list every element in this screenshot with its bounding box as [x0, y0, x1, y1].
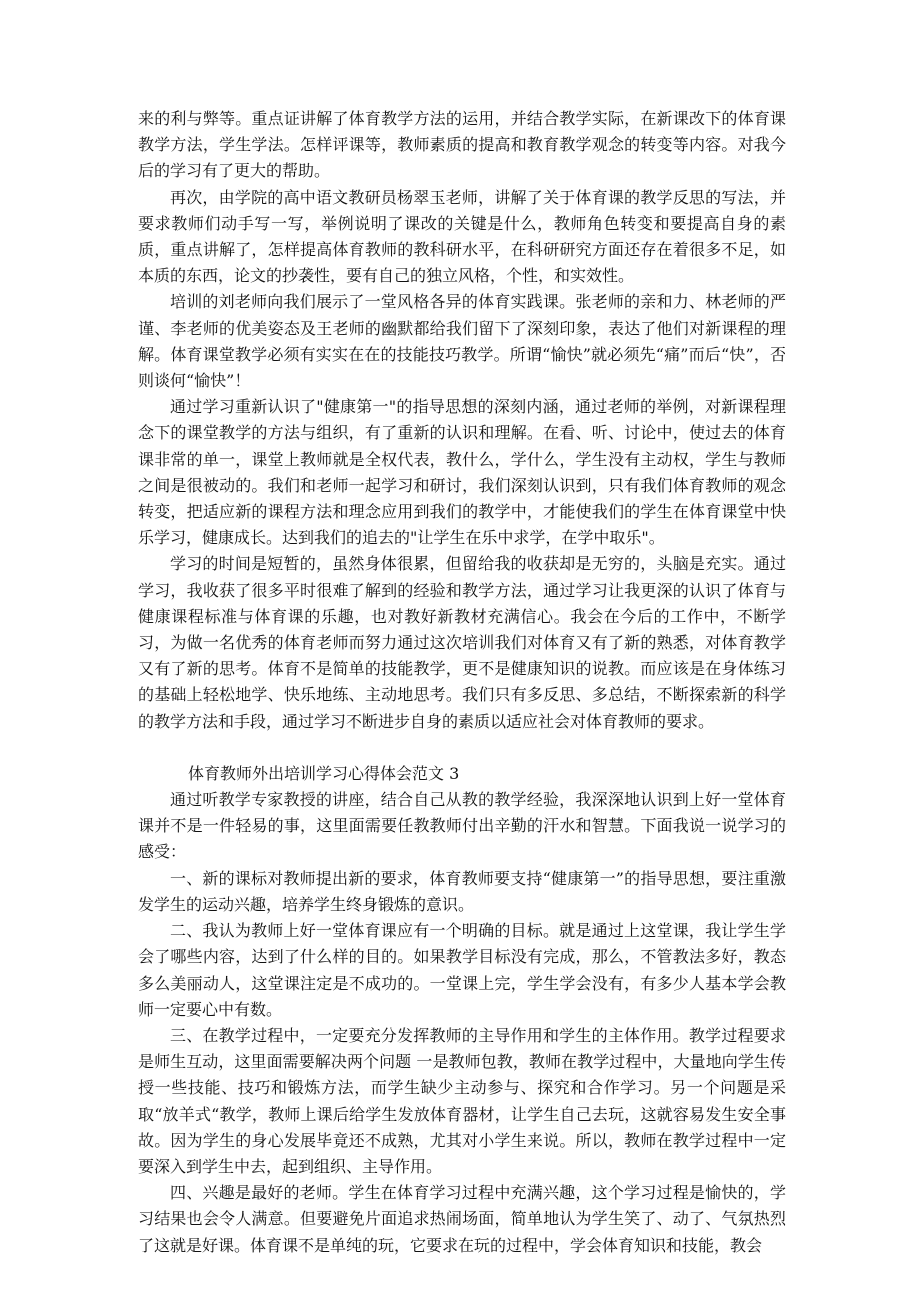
paragraph-3: 培训的刘老师向我们展示了一堂风格各异的体育实践课。张老师的亲和力、林老师的严谨、李老师的优美姿态及王老师的幽默都给我们留下了深刻印象，表达了他们对新课程的理解。体育课堂教学必须有实实在在的技能技巧教学。所谓“愉快”就必须先“痛”而后“快”，否则谈何“愉快”！ [138, 292, 786, 391]
paragraph-4: 通过学习重新认识了"健康第一"的指导思想的深刻内涵，通过老师的举例，对新课程理念下的课堂教学的方法与组织，有了重新的认识和理解。在看、听、讨论中，使过去的体育课非常的单一，课堂上教师就是全权代表，教什么，学什么，学生没有主动权，学生与教师之间是很被动的。我们和老师一起学习和研讨，我们深刻认识到，只有我们体育教师的观念转变，把适应新的课程方法和理念应用到我们的教学中，才能使我们的学生在体育课堂中快乐学习，健康成长。达到我们的追去的"让学生在乐中求学，在学中取乐"。 [138, 397, 786, 548]
section-title: 体育教师外出培训学习心得体会范文 3 [188, 763, 460, 783]
paragraph-1: 来的利与弊等。重点证讲解了体育教学方法的运用，并结合教学实际，在新课改下的体育课教学方法，学生学法。怎样评课等，教师素质的提高和教育教学观念的转变等内容。对我今后的学习有了更大的帮助。 [138, 109, 786, 181]
document-body [138, 106, 786, 1259]
paragraph-9: 三、在教学过程中，一定要充分发挥教师的主导作用和学生的主体作用。教学过程要求是师生互动，这里面需要解决两个问题 一是教师包教，教师在教学过程中，大量地向学生传授一些技能、技巧和锻炼方法，而学生缺少主动参与、探究和合作学习。另一个问题是采取“放羊式“教学，教师上课后给学生发放体育器材，让学生自己去玩，这就容易发生安全事故。因为学生的身心发展毕竟还不成熟，尤其对小学生来说。所以，教师在教学过程中一定要深入到学生中去，起到组织、主导作用。 [138, 1025, 786, 1176]
paragraph-10: 四、兴趣是最好的老师。学生在体育学习过程中充满兴趣，这个学习过程是愉快的，学习结果也会令人满意。但要避免片面追求热闹场面，简单地认为学生笑了、动了、气氛热烈了这就是好课。体育课不是单纯的玩，它要求在玩的过程中，学会体育知识和技能，教会 [138, 1183, 786, 1255]
section-spacer [138, 735, 786, 761]
paragraph-2: 再次，由学院的高中语文教研员杨翠玉老师，讲解了关于体育课的教学反思的写法，并要求教师们动手写一写，举例说明了课改的关键是什么，教师角色转变和要提高自身的素质，重点讲解了，怎样提高体育教师的教科研水平，在科研研究方面还存在着很多不足，如本质的东西，论文的抄袭性，要有自己的独立风格，个性，和实效性。 [138, 187, 786, 286]
paragraph-8: 二、我认为教师上好一堂体育课应有一个明确的目标。就是通过上这堂课，我让学生学会了哪些内容，达到了什么样的目的。如果教学目标没有完成，那么，不管教法多好，教态多么美丽动人，这堂课注定是不成功的。一堂课上完，学生学会没有，有多少人基本学会教师一定要心中有数。 [138, 921, 786, 1019]
paragraph-7: 一、新的课标对教师提出新的要求，体育教师要支持“健康第一”的指导思想，要注重激发学生的运动兴趣，培养学生终身锻炼的意识。 [138, 868, 786, 914]
paragraph-5: 学习的时间是短暂的，虽然身体很累，但留给我的收获却是无穷的，头脑是充实。通过学习，我收获了很多平时很难了解到的经验和教学方法，通过学习让我更深的认识了体育与健康课程标准与体育课的乐趣，也对教好新教材充满信心。我会在今后的工作中，不断学习，为做一名优秀的体育老师而努力通过这次培训我们对体育又有了新的熟悉，对体育教学又有了新的思考。体育不是简单的技能教学，更不是健康知识的说教。而应该是在身体练习的基础上轻松地学、快乐地练、主动地思考。我们只有多反思、多总结，不断探索新的科学的教学方法和手段，通过学习不断进步自身的素质以适应社会对体育教师的要求。 [138, 554, 786, 731]
paragraph-6: 通过听教学专家教授的讲座，结合自己从教的教学经验，我深深地认识到上好一堂体育课并不是一件轻易的事，这里面需要任教教师付出辛勤的汗水和智慧。下面我说一说学习的感受： [138, 790, 786, 862]
